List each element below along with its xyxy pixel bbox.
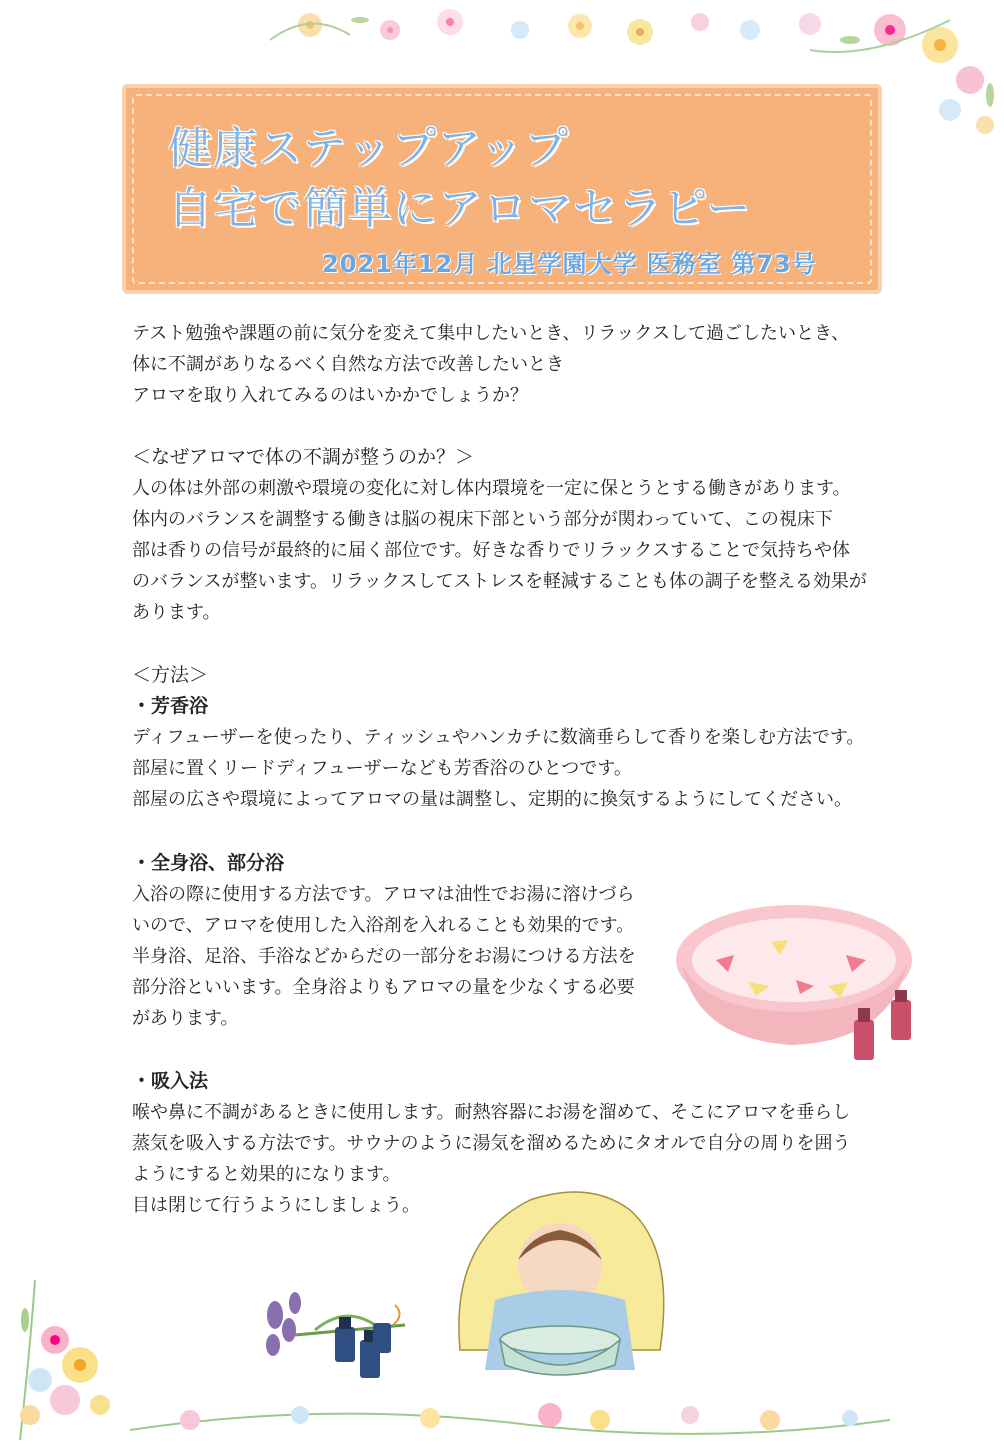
bath-line: 入浴の際に使用する方法です。アロマは油性でお湯に溶けづら bbox=[132, 884, 635, 905]
bath-title: ・全身浴、部分浴 bbox=[132, 852, 285, 874]
intro-line: アロマを取り入れてみるのはいかかでしょうか？ bbox=[132, 385, 528, 406]
why-line: 体内のバランスを調整する働きは脳の視床下部という部分が関わっていて、この視床下 bbox=[132, 509, 833, 530]
aroma-bath-line: 部屋に置くリードディフューザーなども芳香浴のひとつです。 bbox=[132, 758, 632, 779]
aroma-bath-line: ディフューザーを使ったり、ティッシュやハンカチに数滴垂らして香りを楽しむ方法です。 bbox=[132, 727, 865, 748]
inhalation-line: 蒸気を吸入する方法です。サウナのように湯気を溜めるためにタオルで自分の周りを囲う bbox=[132, 1133, 851, 1154]
inhalation-line: 喉や鼻に不調があるときに使用します。耐熱容器にお湯を溜めて、そこにアロマを垂らし bbox=[132, 1102, 851, 1123]
bath-basin-illustration bbox=[676, 900, 926, 1070]
intro-section bbox=[132, 318, 849, 411]
bath-line: 半身浴、足浴、手浴などからだの一部分をお湯につける方法を bbox=[132, 946, 636, 967]
bath-line: いので、アロマを使用した入浴剤を入れることも効果的です。 bbox=[132, 915, 635, 936]
flower-garland-bottom-left bbox=[0, 1270, 140, 1445]
steam-inhalation-illustration bbox=[440, 1180, 680, 1380]
inhalation-line: ようにすると効果的になります。 bbox=[132, 1164, 401, 1185]
why-line: 人の体は外部の刺激や環境の変化に対し体内環境を一定に保とうとする働きがあります。 bbox=[132, 478, 851, 499]
methods-heading: ＜方法＞ bbox=[132, 664, 209, 686]
intro-line: テスト勉強や課題の前に気分を変えて集中したいとき、リラックスして過ごしたいとき、 bbox=[132, 323, 850, 344]
methods-section bbox=[132, 660, 864, 815]
inhalation-line: 目は閉じて行うようにしましょう。 bbox=[132, 1195, 420, 1216]
bath-line: 部分浴といいます。全身浴よりもアロマの量を少なくする必要 bbox=[132, 977, 635, 998]
title-line-1: 健康ステップアップ bbox=[168, 123, 570, 174]
why-line: 部は香りの信号が最終的に届く部位です。好きな香りでリラックスすることで気持ちや体 bbox=[132, 540, 851, 561]
aroma-bath-title: ・芳香浴 bbox=[132, 695, 209, 717]
flower-garland-bottom bbox=[130, 1390, 890, 1445]
bath-line: があります。 bbox=[132, 1008, 239, 1029]
intro-line: 体に不調がありなるべく自然な方法で改善したいとき bbox=[132, 354, 564, 375]
aroma-bath-line: 部屋の広さや環境によってアロマの量は調整し、定期的に換気するようにしてください。 bbox=[132, 789, 852, 810]
why-section bbox=[132, 442, 867, 628]
lavender-illustration bbox=[255, 1285, 425, 1385]
why-line: のバランスが整います。リラックスしてストレスを軽減することも体の調子を整える効果が bbox=[132, 571, 867, 592]
issue-info: 2021年12月 北星学園大学 医務室 第73号 bbox=[322, 250, 817, 278]
inhalation-title: ・吸入法 bbox=[132, 1070, 209, 1092]
why-heading: ＜なぜアロマで体の不調が整うのか？＞ bbox=[132, 446, 475, 468]
title-line-2: 自宅で簡単にアロマセラピー bbox=[168, 183, 752, 234]
bath-section bbox=[132, 848, 636, 1034]
why-line: あります。 bbox=[132, 602, 221, 623]
